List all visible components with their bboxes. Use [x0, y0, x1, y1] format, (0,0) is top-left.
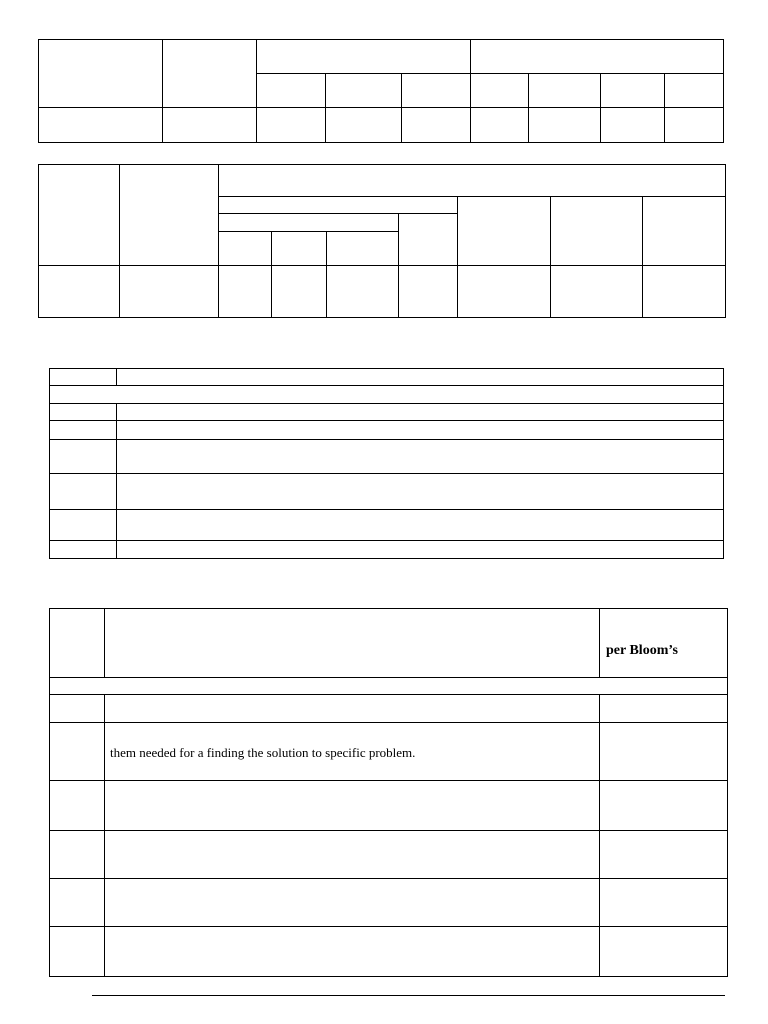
t4-hline	[49, 694, 728, 695]
t2-vline	[642, 196, 643, 318]
t2-vline	[119, 164, 120, 318]
footer-rule	[92, 995, 725, 996]
table-4-header-bloom: per Bloom’s	[606, 643, 678, 658]
t2-hline	[38, 265, 726, 266]
t3-hline	[49, 403, 724, 404]
t4-vline	[599, 694, 600, 977]
t3-hline	[49, 509, 724, 510]
table-2-border	[38, 164, 726, 318]
t1-hline	[256, 73, 724, 74]
t2-vline	[271, 231, 272, 318]
t1-vline	[401, 73, 402, 143]
t2-hline	[218, 231, 398, 232]
t4-hline	[49, 677, 728, 678]
t1-vline	[162, 39, 163, 143]
t4-hline	[49, 830, 728, 831]
t4-vline	[599, 608, 600, 677]
t3-hline	[49, 473, 724, 474]
t3-hline	[49, 540, 724, 541]
t1-vline	[664, 73, 665, 143]
t1-vline	[528, 73, 529, 143]
t3-hline	[49, 439, 724, 440]
t4-vline	[104, 608, 105, 677]
t4-hline	[49, 878, 728, 879]
t3-hline	[49, 420, 724, 421]
t2-vline	[218, 164, 219, 318]
t4-hline	[49, 722, 728, 723]
t4-hline	[49, 926, 728, 927]
table-4-row-2-text: them needed for a finding the solution to specific problem.	[110, 745, 416, 760]
t2-vline	[326, 231, 327, 318]
t1-vline	[600, 73, 601, 143]
t2-hline	[218, 213, 457, 214]
t3-vline	[116, 368, 117, 385]
t2-vline	[398, 213, 399, 318]
t1-vline	[256, 39, 257, 143]
t1-vline	[325, 73, 326, 143]
t3-vline	[116, 403, 117, 559]
table-1-border	[38, 39, 724, 143]
t1-vline	[470, 39, 471, 143]
table-4-border	[49, 608, 728, 977]
t1-hline	[38, 107, 724, 108]
t3-hline	[49, 385, 724, 386]
t2-vline	[457, 196, 458, 318]
t4-hline	[49, 780, 728, 781]
t2-vline	[550, 196, 551, 318]
t2-hline	[218, 196, 726, 197]
table-3-border	[49, 368, 724, 559]
t4-vline	[104, 694, 105, 977]
